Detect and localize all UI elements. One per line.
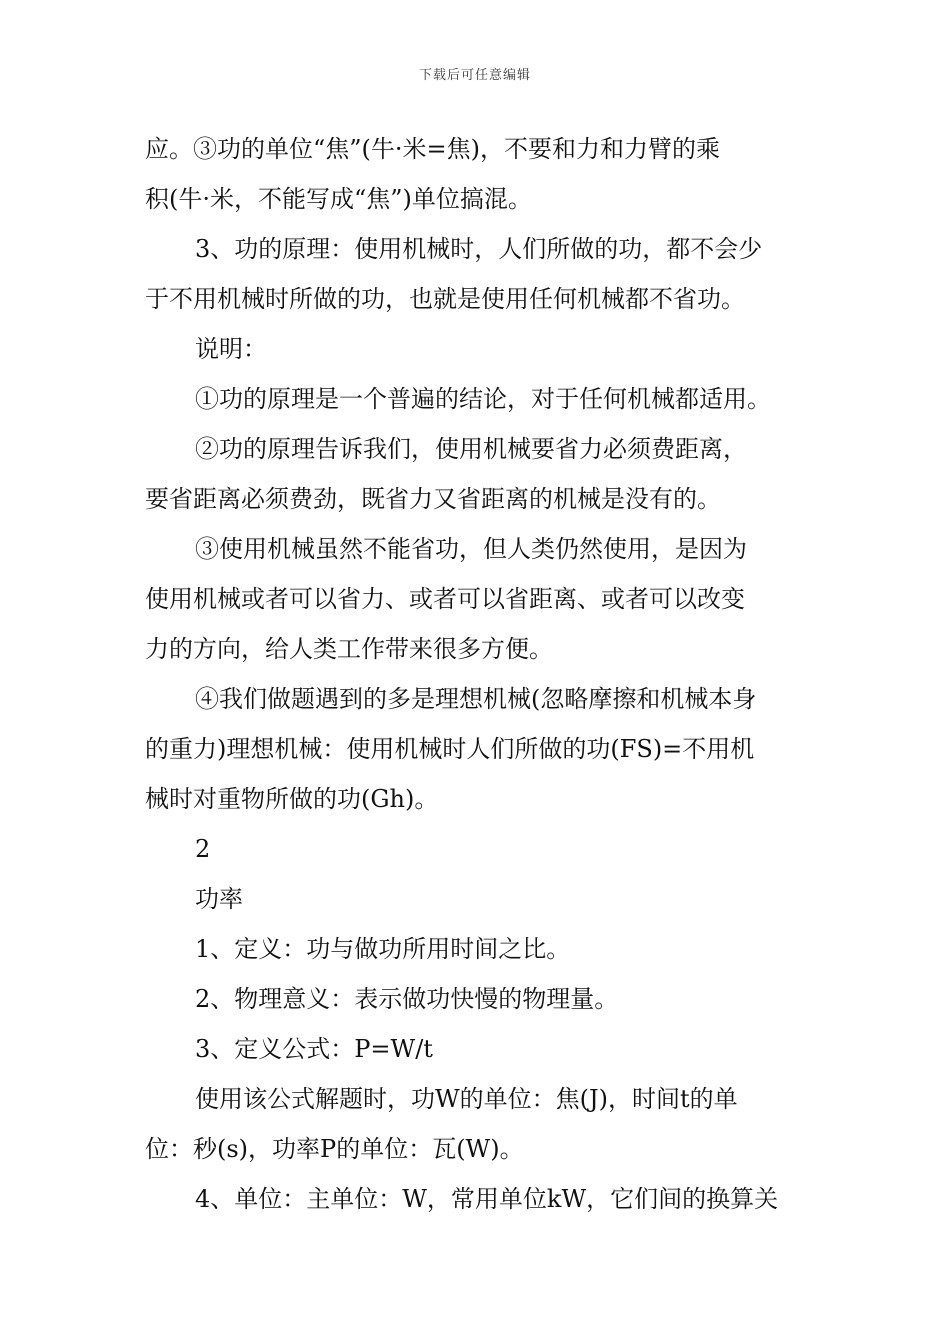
text-line: 积(牛·米，不能写成“焦”)单位搞混。 bbox=[145, 185, 532, 213]
text-line: 的重力)理想机械：使用机械时人们所做的功(FS)=不用机 bbox=[145, 735, 755, 763]
text-line: 3、定义公式：P=W/t bbox=[195, 1035, 433, 1063]
text-line: ①功的原理是一个普遍的结论，对于任何机械都适用。 bbox=[195, 385, 771, 413]
text-line: 4、单位：主单位：W，常用单位kW，它们间的换算关 bbox=[195, 1185, 779, 1213]
text-line: 功率 bbox=[195, 885, 243, 913]
text-line: ③使用机械虽然不能省功，但人类仍然使用，是因为 bbox=[195, 535, 747, 563]
text-line: 使用该公式解题时，功W的单位：焦(J)，时间t的单 bbox=[195, 1085, 738, 1113]
text-line: 械时对重物所做的功(Gh)。 bbox=[145, 785, 439, 813]
text-line: ④我们做题遇到的多是理想机械(忽略摩擦和机械本身 bbox=[195, 685, 757, 713]
text-line: ②功的原理告诉我们，使用机械要省力必须费距离， bbox=[195, 435, 747, 463]
text-line: 应。③功的单位“焦”(牛·米=焦)，不要和力和力臂的乘 bbox=[145, 135, 721, 163]
text-line: 2、物理意义：表示做功快慢的物理量。 bbox=[195, 985, 619, 1013]
text-line: 说明： bbox=[195, 335, 267, 363]
page-header: 下载后可任意编辑 bbox=[418, 68, 531, 83]
text-line: 力的方向，给人类工作带来很多方便。 bbox=[145, 635, 553, 663]
text-line: 1、定义：功与做功所用时间之比。 bbox=[195, 935, 571, 963]
text-line: 要省距离必须费劲，既省力又省距离的机械是没有的。 bbox=[145, 485, 721, 513]
text-line: 于不用机械时所做的功，也就是使用任何机械都不省功。 bbox=[145, 285, 745, 313]
text-line: 位：秒(s)，功率P的单位：瓦(W)。 bbox=[145, 1135, 524, 1163]
text-line: 3、功的原理：使用机械时，人们所做的功，都不会少 bbox=[195, 235, 763, 263]
document-body bbox=[145, 124, 815, 1224]
text-line: 2 bbox=[195, 835, 211, 863]
text-line: 使用机械或者可以省力、或者可以省距离、或者可以改变 bbox=[145, 585, 745, 613]
